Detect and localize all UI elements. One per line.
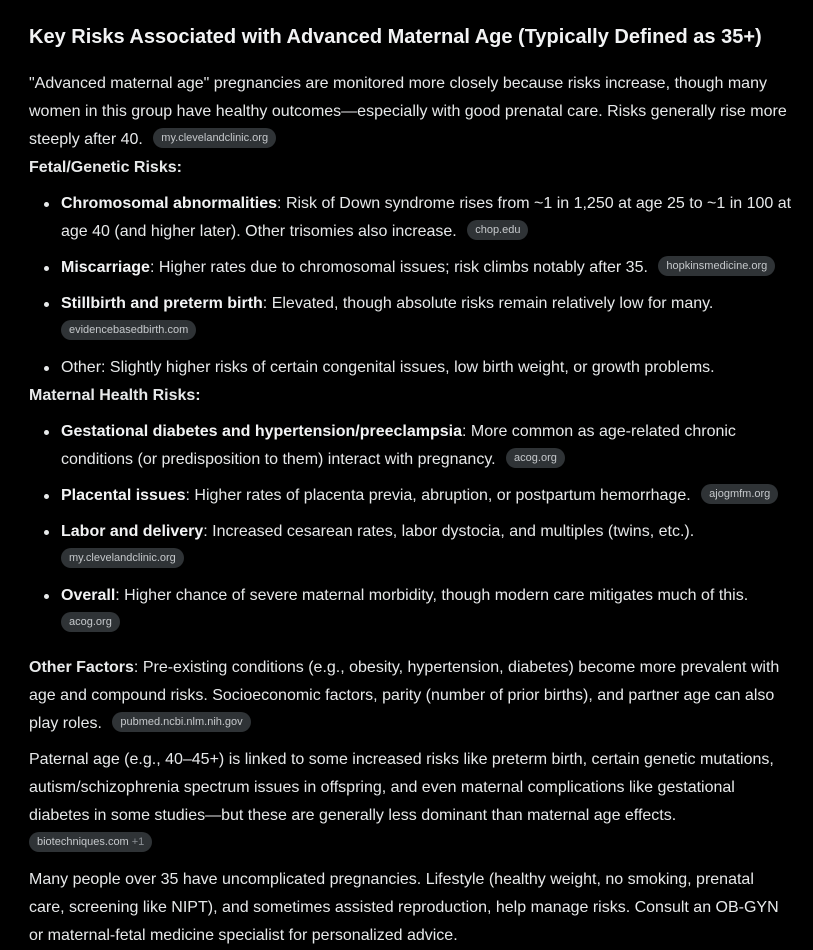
source-chip[interactable]: chop.edu (467, 220, 528, 240)
other-factors-label: Other Factors (29, 659, 134, 676)
maternal-risk-list (29, 418, 793, 638)
source-chip[interactable]: ajogmfm.org (701, 484, 778, 504)
item-text: : Elevated, though absolute risks remain relatively low for many. (262, 295, 714, 312)
fetal-heading: Fetal/Genetic Risks: (29, 159, 182, 176)
item-bold-label: Gestational diabetes and hypertension/preeclampsia (61, 423, 463, 440)
list-item (61, 518, 793, 574)
source-count-badge: +1 (131, 835, 145, 848)
item-bold-label: Chromosomal abnormalities (61, 195, 278, 212)
intro-text: "Advanced maternal age" pregnancies are monitored more closely because risks increase, though many women in this group have healthy outcomes—especially with good prenatal care. Risks generally rise more steeply after 40. (29, 75, 787, 148)
item-bold-label: Stillbirth and preterm birth (61, 295, 263, 312)
list-item (61, 254, 793, 282)
maternal-heading: Maternal Health Risks: (29, 387, 201, 404)
paternal-text: Paternal age (e.g., 40–45+) is linked to some increased risks like preterm birth, certain genetic mutations, autism/schizophrenia spectrum issues in offspring, and even maternal complications like gestational diabetes in some studies—but these are generally less dominant than maternal age effects. (29, 751, 774, 824)
item-bold-label: Placental issues (61, 487, 186, 504)
item-text: : Higher rates of placenta previa, abruption, or postpartum hemorrhage. (185, 487, 691, 504)
source-chip-label: biotechniques.com (37, 835, 129, 848)
source-chip[interactable] (29, 832, 152, 852)
list-item (61, 418, 793, 474)
list-item (61, 290, 793, 346)
item-text: : Risk of Down syndrome rises from ~1 in 1,250 at age 25 to ~1 in 100 at age 40 (and higher later). Other trisomies also increase. (61, 195, 792, 240)
list-item (61, 354, 793, 382)
item-text: : Higher chance of severe maternal morbidity, though modern care mitigates much of this. (115, 587, 749, 604)
paternal-paragraph (29, 746, 793, 858)
list-item (61, 582, 793, 638)
source-chip[interactable]: hopkinsmedicine.org (658, 256, 775, 276)
item-bold-label: Miscarriage (61, 259, 150, 276)
other-factors-paragraph (29, 654, 793, 738)
source-chip[interactable]: acog.org (506, 448, 565, 468)
item-bold-label: Labor and delivery (61, 523, 204, 540)
source-chip[interactable]: pubmed.ncbi.nlm.nih.gov (112, 712, 250, 732)
closing-paragraph: Many people over 35 have uncomplicated pregnancies. Lifestyle (healthy weight, no smoking, prenatal care, screening like NIPT), and sometimes assisted reproduction, help manage risks. Consult an OB-GYN or maternal-fetal medicine specialist for personalized advice. (29, 871, 779, 944)
source-chip[interactable]: acog.org (61, 612, 120, 632)
list-item (61, 190, 793, 246)
item-text: Other: Slightly higher risks of certain congenital issues, low birth weight, or growth problems. (61, 359, 715, 376)
source-chip[interactable]: my.clevelandclinic.org (61, 548, 184, 568)
list-item (61, 482, 793, 510)
item-text: : More common as age-related chronic conditions (or predisposition to them) interact with pregnancy. (61, 423, 736, 468)
other-factors-text: : Pre-existing conditions (e.g., obesity, hypertension, diabetes) become more prevalent with age and compound risks. Socioeconomic factors, parity (number of prior births), and partner age can also play roles. (29, 659, 780, 732)
item-bold-label: Overall (61, 587, 116, 604)
intro-paragraph (29, 70, 793, 154)
source-chip[interactable]: my.clevelandclinic.org (153, 128, 276, 148)
page-title: Key Risks Associated with Advanced Maternal Age (Typically Defined as 35+) (29, 26, 762, 48)
source-chip[interactable]: evidencebasedbirth.com (61, 320, 196, 340)
item-text: : Increased cesarean rates, labor dystocia, and multiples (twins, etc.). (203, 523, 695, 540)
fetal-risk-list (29, 190, 793, 382)
item-text: : Higher rates due to chromosomal issues; risk climbs notably after 35. (149, 259, 648, 276)
